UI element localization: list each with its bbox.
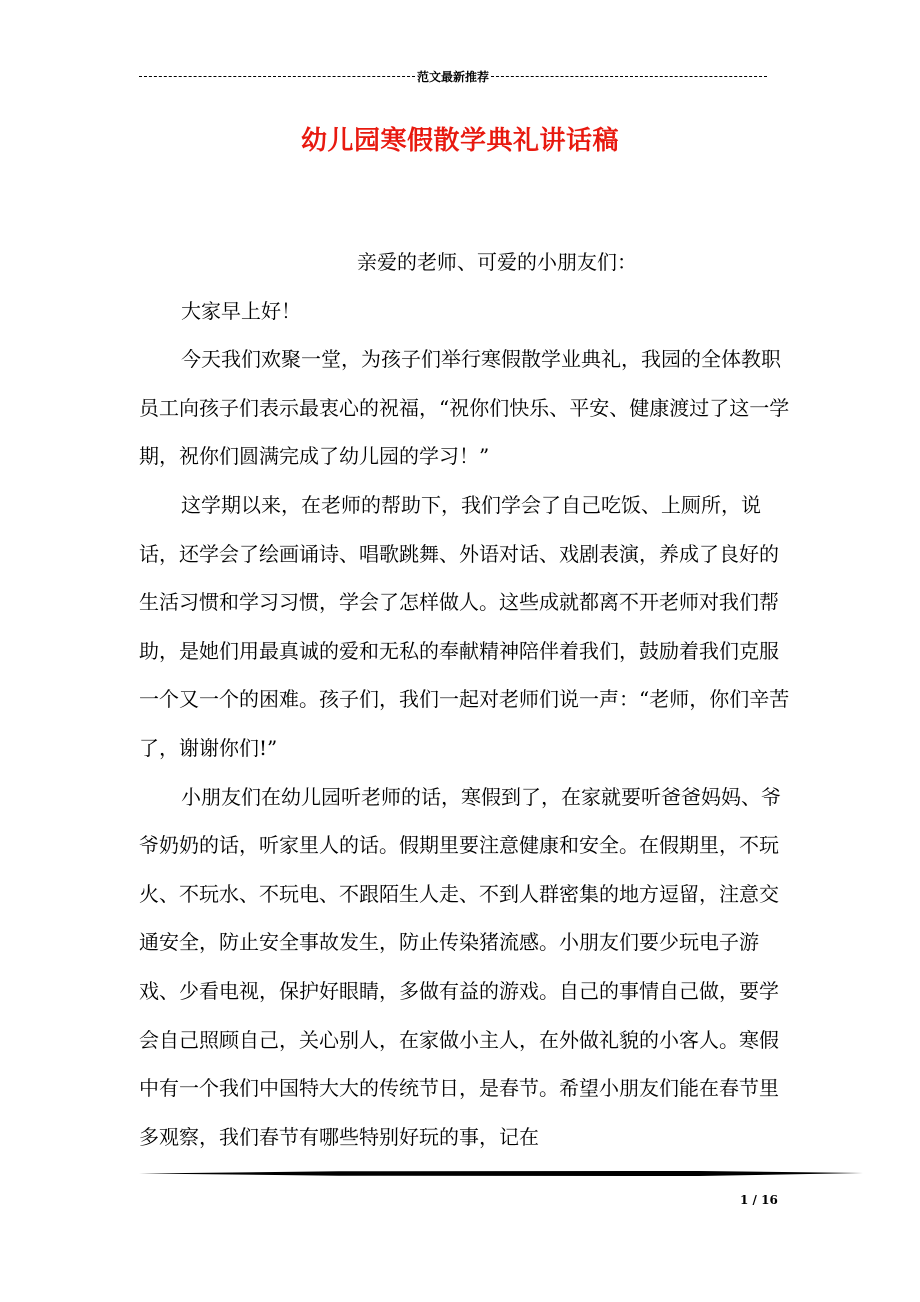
paragraph: 小朋友们在幼儿园听老师的话，寒假到了，在家就要听爸爸妈妈、爷爷奶奶的话，听家里人的话。假期里要注意健康和安全。在假期里，不玩火、不玩水、不玩电、不跟陌生人走、不到人群密集的地方逗留，注意交通安全，防止安全事故发生，防止传染猪流感。小朋友们要少玩电子游戏、少看电视，保护好眼睛，多做有益的游戏。自己的事情自己做，要学会自己照顾自己，关心别人，在家做小主人，在外做礼貌的小客人。寒假中有一个我们中国特大大的传统节日，是春节。希望小朋友们能在春节里多观察，我们春节有哪些特别好玩的事，记在 xyxy=(139,784,781,1149)
header-dash-left xyxy=(139,76,415,77)
footer-rule xyxy=(139,1171,863,1176)
paragraph: 今天我们欢聚一堂，为孩子们举行寒假散学业典礼，我园的全体教职员工向孩子们表示最衷心的祝福，“祝你们快乐、平安、健康渡过了这一学期，祝你们圆满完成了幼儿园的学习！” xyxy=(139,347,790,469)
page-number: 1 / 16 xyxy=(740,1193,778,1207)
paragraph: 这学期以来，在老师的帮助下，我们学会了自己吃饭、上厕所，说话，还学会了绘画诵诗、唱歌跳舞、外语对话、戏剧表演，养成了良好的生活习惯和学习习惯，学会了怎样做人。这些成就都离不开老师对我们帮助，是她们用最真诚的爱和无私的奉献精神陪伴着我们，鼓励着我们克服一个又一个的困难。孩子们，我们一起对老师们说一声：“老师，你们辛苦了，谢谢你们!” xyxy=(139,492,790,760)
salutation: 亲爱的老师、可爱的小朋友们： xyxy=(357,250,637,274)
document-title: 幼儿园寒假散学典礼讲话稿 xyxy=(300,126,619,156)
document-body xyxy=(139,238,791,1161)
header-label: 范文最新推荐 xyxy=(417,69,490,84)
paragraph: 大家早上好！ xyxy=(181,298,301,323)
header-dash-right xyxy=(491,76,767,77)
page-header xyxy=(139,68,767,84)
